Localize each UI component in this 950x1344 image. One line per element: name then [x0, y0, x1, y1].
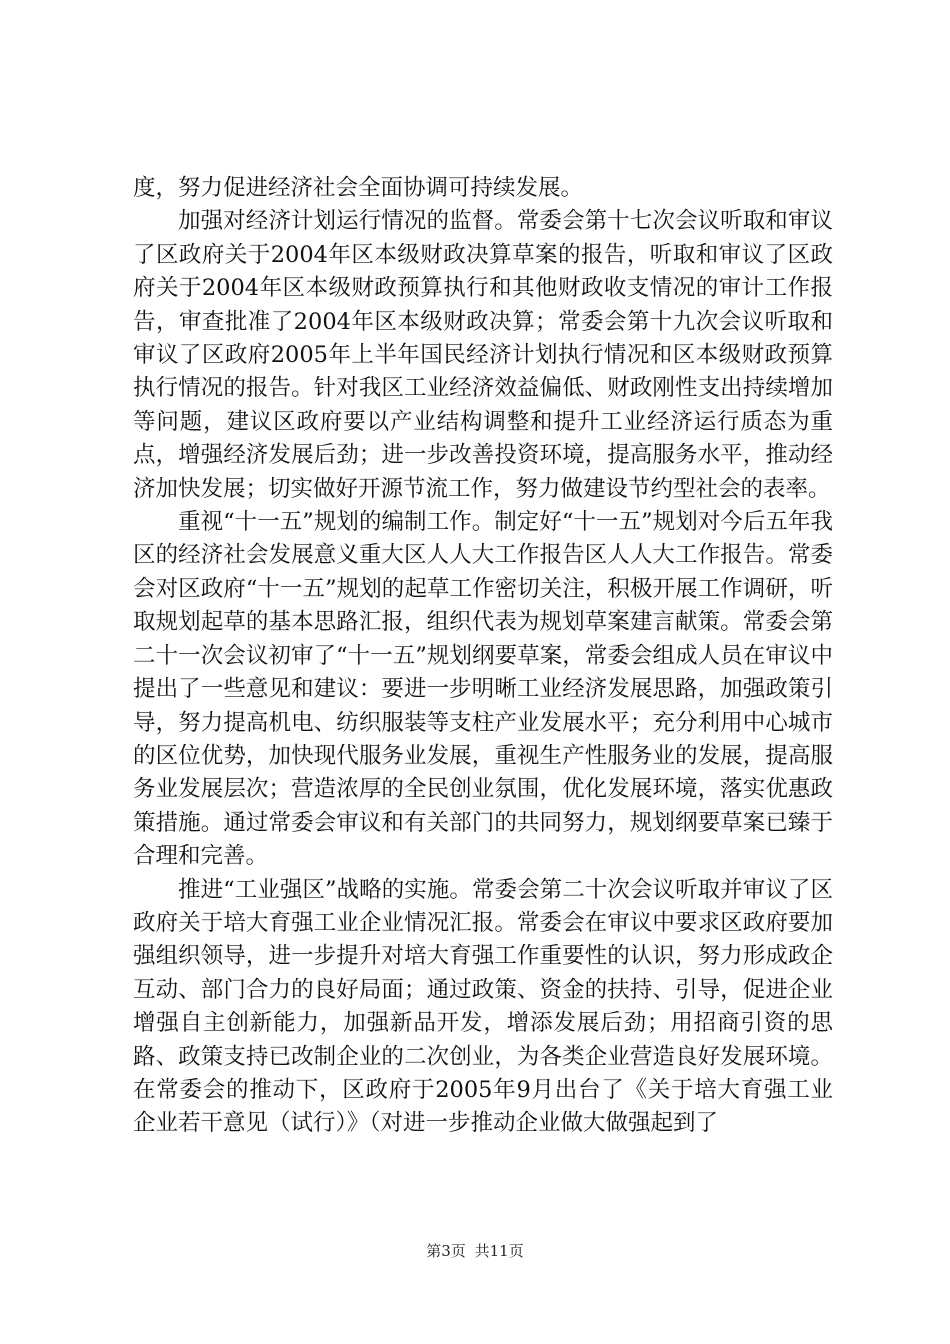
paragraph-3: 重视“十一五”规划的编制工作。制定好“十一五”规划对今后五年我区的经济社会发展意义重大区人人大工作报告区人人大工作报告。常委会对区政府“十一五”规划的起草工作密切关注，积极开展工作调研，听取规划起草的基本思路汇报，组织代表为规划草案建言献策。常委会第二十一次会议初审了“十一五”规划纲要草案，常委会组成人员在审议中提出了一些意见和建议：要进一步明晰工业经济发展思路，加强政策引导，努力提高机电、纺织服装等支柱产业发展水平；充分利用中心城市的区位优势，加快现代服务业发展，重视生产性服务业的发展，提高服务业发展层次；营造浓厚的全民创业氛围，优化发展环境，落实优惠政策措施。通过常委会审议和有关部门的共同努力，规划纲要草案已臻于合理和完善。 — [133, 509, 833, 870]
page-total: 共11页 — [474, 1242, 524, 1260]
page-number: 第3页 — [426, 1242, 466, 1260]
paragraph-4: 推进“工业强区”战略的实施。常委会第二十次会议听取并审议了区政府关于培大育强工业企业情况汇报。常委会在审议中要求区政府要加强组织领导，进一步提升对培大育强工作重要性的认识，努力形成政企互动、部门合力的良好局面；通过政策、资金的扶持、引导，促进企业增强自主创新能力，加强新品开发，增添发展后劲；用招商引资的思路、政策支持已改制企业的二次创业，为各类企业营造良好发展环境。在常委会的推动下，区政府于2005年9月出台了《关于培大育强工业企业若干意见（试行）》（对进一步推动企业做大做强起到了 — [133, 876, 833, 1137]
document-body — [133, 172, 833, 1141]
paragraph-1: 度，努力促进经济社会全面协调可持续发展。 — [133, 175, 584, 201]
paragraph-2: 加强对经济计划运行情况的监督。常委会第十七次会议听取和审议了区政府关于2004年区本级财政决算草案的报告，听取和审议了区政府关于2004年区本级财政预算执行和其他财政收支情况的审计工作报告，审查批准了2004年区本级财政决算；常委会第十九次会议听取和审议了区政府2005年上半年国民经济计划执行情况和区本级财政预算执行情况的报告。针对我区工业经济效益偏低、财政刚性支出持续增加等问题，建议区政府要以产业结构调整和提升工业经济运行质态为重点，增强经济发展后劲；进一步改善投资环境，提高服务水平，推动经济加快发展；切实做好开源节流工作，努力做建设节约型社会的表率。 — [133, 208, 833, 502]
page-footer — [0, 1240, 950, 1261]
